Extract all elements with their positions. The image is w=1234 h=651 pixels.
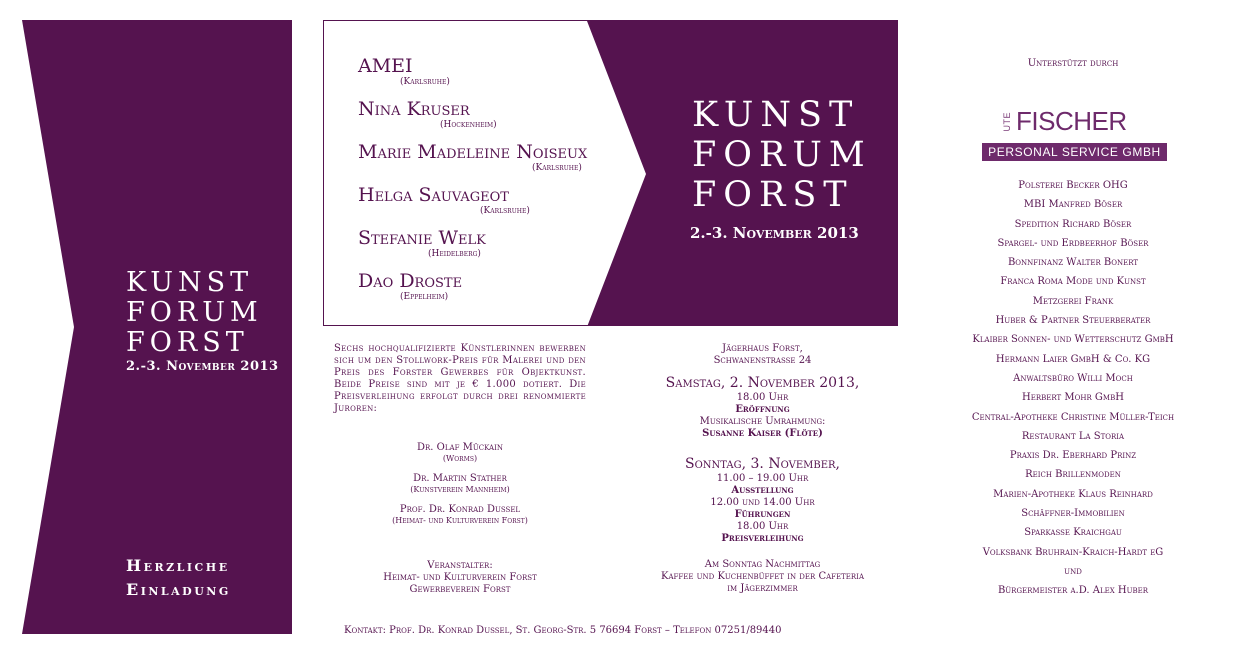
sponsor-item: Hermann Laier GmbH & Co. KG	[995, 353, 1151, 365]
invitation-line: Herzliche	[126, 556, 230, 575]
contact-line: Kontakt: Prof. Dr. Konrad Dussel, St. Georg-Str. 5 76694 Forst – Telefon 07251/89440	[344, 625, 782, 636]
program-block	[640, 343, 885, 595]
music-performer: Susanne Kaiser (Flöte)	[702, 428, 823, 439]
top-date: 2.-3. November 2013	[690, 224, 859, 242]
juror-name: Dr. Martin Stather	[413, 473, 507, 484]
artist-name: Marie Madeleine Noiseux	[358, 141, 588, 163]
artist-item	[358, 184, 587, 217]
logo-vertical-text: UTE	[1002, 112, 1012, 132]
sunday-time: 12.00 und 14.00 Uhr	[710, 497, 815, 508]
artist-name: AMEI	[358, 55, 413, 77]
sponsor-item: Polsterei Becker OHG	[1018, 180, 1128, 191]
invitation-text	[126, 554, 231, 602]
artist-name: Nina Kruser	[358, 98, 470, 120]
sponsor-item: MBI Manfred Böser	[1023, 199, 1123, 211]
logo-name: FISCHER	[1016, 106, 1127, 136]
artist-city: (Karlsruhe)	[532, 163, 582, 173]
saturday-event: Eröffnung	[735, 404, 790, 415]
sponsor-item: und	[1064, 565, 1082, 577]
top-title-line: KUNST	[692, 95, 860, 135]
sunday-event: Preisverleihung	[721, 533, 804, 544]
cafe-line: im Jägerzimmer	[727, 583, 798, 594]
artist-city: (Karlsruhe)	[400, 77, 450, 87]
saturday-heading: Samstag, 2. November 2013,	[665, 375, 860, 391]
juror-name: Dr. Olaf Mückain	[417, 442, 503, 453]
juror-item	[334, 442, 586, 464]
music-label: Musikalische Umrahmung:	[699, 416, 826, 427]
artist-name: Helga Sauvageot	[358, 184, 509, 206]
sponsor-item: Spargel- und Erdbeerhof Böser	[997, 237, 1149, 249]
artist-city: (Hockenheim)	[440, 120, 497, 130]
top-title-line: FORUM	[692, 135, 872, 175]
left-title	[126, 268, 263, 358]
sponsor-item: Reich Brillenmoden	[1025, 469, 1121, 481]
juror-item	[334, 504, 586, 526]
organizer-line: Heimat- und Kulturverein Forst	[383, 572, 537, 583]
sponsor-label: Unterstützt durch	[1027, 58, 1119, 69]
artists-title-box	[323, 20, 898, 326]
artist-city: (Eppelheim)	[400, 292, 449, 302]
artist-item	[358, 227, 587, 260]
sponsor-item: Bürgermeister a.D. Alex Huber	[997, 585, 1149, 597]
artist-item	[358, 98, 587, 131]
artist-item	[358, 141, 587, 174]
sponsor-item: Schäffner-Immobilien	[1021, 508, 1125, 520]
sponsor-item: Volksbank Bruhrain-Kraich-Hardt eG	[982, 546, 1164, 558]
sponsor-item: Restaurant La Storia	[1021, 430, 1125, 442]
left-title-line: KUNST	[126, 267, 254, 298]
artist-name: Dao Droste	[358, 270, 463, 292]
saturday-time: 18.00 Uhr	[736, 392, 789, 403]
organizer-label: Veranstalter:	[427, 560, 493, 571]
organizer-block	[334, 560, 586, 596]
top-title-line: FORST	[692, 175, 854, 215]
intro-paragraph: Sechs hochqualifizierte Künstlerinnen bewerben sich um den Stollwork-Preis für Malerei und den Preis des Forster Gewerbes für Objektkunst. Beide Preise sind mit je € 1.000 dotiert. Die Preisverleihung erfolgt durch drei renommierte Juroren:	[334, 343, 586, 414]
sunday-time: 18.00 Uhr	[736, 521, 789, 532]
sponsor-item: Bonnfinanz Walter Bonert	[1007, 257, 1139, 269]
top-title	[692, 95, 872, 215]
sponsor-item: Central-Apotheke Christine Müller-Teich	[971, 411, 1175, 423]
sunday-time: 11.00 – 19.00 Uhr	[716, 473, 809, 484]
sponsor-item: Franca Roma Mode und Kunst	[1000, 276, 1146, 288]
sponsor-item: Sparkasse Kraichgau	[1024, 527, 1122, 539]
artist-city: (Karlsruhe)	[480, 206, 530, 216]
organizer-line: Gewerbeverein Forst	[409, 584, 511, 595]
sunday-event: Ausstellung	[731, 485, 794, 496]
juror-org: (Kunstverein Mannheim)	[410, 485, 510, 494]
left-arrow-notch	[22, 20, 74, 634]
sponsor-item: Marien-Apotheke Klaus Reinhard	[993, 488, 1153, 500]
juror-item	[334, 473, 586, 495]
logo-tagline: PERSONAL SERVICE GMBH	[982, 143, 1167, 161]
sponsor-item: Huber & Partner Steuerberater	[995, 315, 1151, 327]
sponsor-item: Praxis Dr. Eberhard Prinz	[1009, 450, 1137, 462]
artist-item	[358, 55, 587, 88]
sponsor-item: Anwaltsbüro Willi Moch	[1013, 372, 1133, 384]
cafe-line: Am Sonntag Nachmittag	[704, 559, 821, 570]
artist-item	[358, 270, 587, 303]
sunday-event: Führungen	[734, 509, 791, 520]
venue-line: Jägerhaus Forst,	[722, 343, 803, 354]
sponsor-item: Herbert Mohr GmbH	[1022, 392, 1124, 404]
cafe-line: Kaffee und Kuchenbüffet in der Cafeteria	[660, 571, 865, 582]
sponsor-item: Klaiber Sonnen- und Wetterschutz GmbH	[972, 334, 1174, 346]
left-date: 2.-3. November 2013	[126, 359, 279, 374]
artist-list	[358, 55, 587, 313]
invitation-line: Einladung	[126, 580, 231, 599]
sponsor-item: Metzgerei Frank	[1032, 295, 1114, 307]
sponsor-item: Spedition Richard Böser	[1014, 218, 1132, 230]
left-title-line: FORST	[126, 327, 249, 358]
left-title-line: FORUM	[126, 297, 263, 328]
sponsor-list	[962, 180, 1184, 605]
juror-name: Prof. Dr. Konrad Dussel	[399, 504, 521, 515]
artist-name: Stefanie Welk	[358, 227, 486, 249]
venue-line: Schwanenstrasse 24	[713, 355, 812, 366]
juror-org: (Heimat- und Kulturverein Forst)	[392, 516, 528, 525]
artist-city: (Heidelberg)	[428, 249, 481, 259]
juror-list	[334, 442, 586, 535]
juror-org: (Worms)	[442, 454, 478, 463]
sunday-heading: Sonntag, 3. November,	[685, 456, 840, 472]
